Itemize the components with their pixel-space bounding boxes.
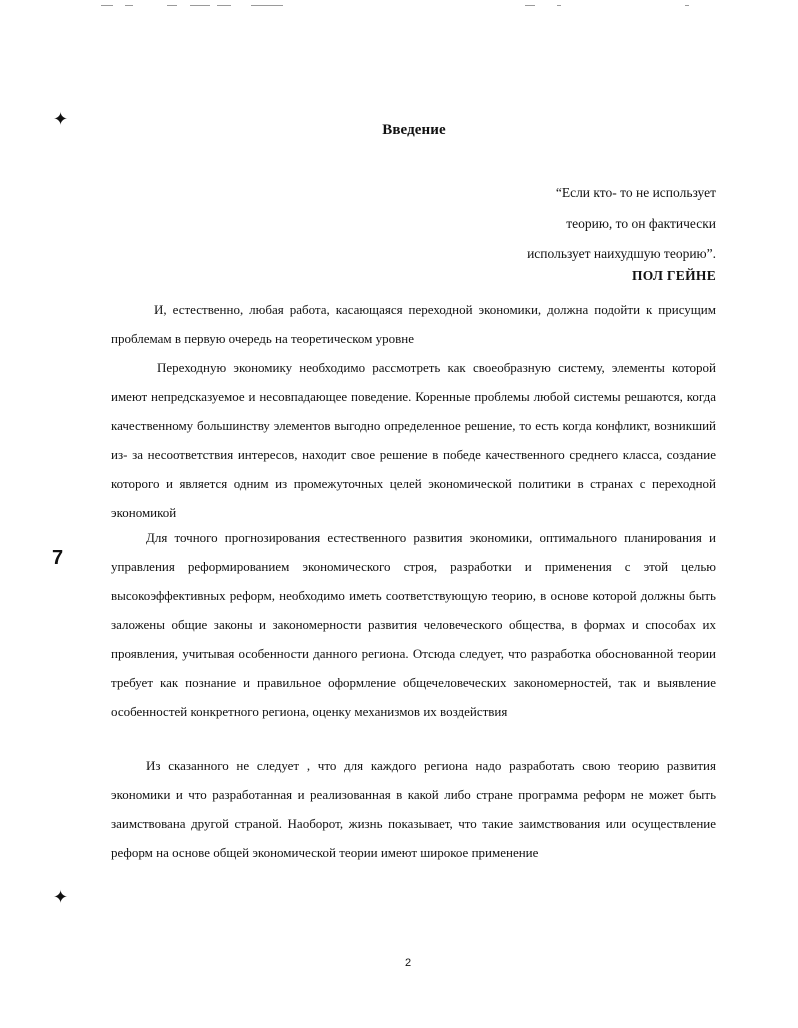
paragraph: Переходную экономику необходимо рассмотреть как своеобразную систему, элементы которой имеют непредсказуемое и несовпадающее поведение. Коренные проблемы любой системы решаются, когда качественному большинству элементов выгодно определенное решение, то есть когда конфликт, возникший из- за несоответствия интересов, находит свое решение в победе качественного среднего класса, создание которого и является одним из промежуточных целей экономической политики в странах с переходной экономикой: [111, 360, 716, 520]
page-title: Введение: [382, 122, 446, 138]
margin-star-mark-icon: ✦: [53, 887, 69, 908]
margin-seven-mark-icon: 7: [52, 547, 64, 569]
paragraph: Из сказанного не следует , что для каждого региона надо разработать свою теорию развития экономики и что разработанная и реализованная в какой либо стране программа реформ не может быть заимствована другой страной. Наоборот, жизнь показывает, что такие заимствования или осуществление реформ на основе общей экономической теории имеют широкое применение: [111, 758, 716, 860]
epigraph-line: теорию, то он фактически: [566, 215, 716, 231]
margin-star-mark-icon: ✦: [53, 109, 69, 130]
epigraph-line: использует наихудшую теорию”.: [527, 246, 716, 261]
paragraph: И, естественно, любая работа, касающаяся переходной экономики, должна подойти к присущим проблемам в первую очередь на теоретическом уровне: [111, 302, 716, 346]
scan-header-artifact: [95, 2, 715, 10]
epigraph: [527, 178, 716, 270]
page-number: 2: [405, 957, 412, 969]
epigraph-author: ПОЛ ГЕЙНЕ: [631, 268, 716, 283]
epigraph-line: “Если кто- то не использует: [555, 185, 716, 200]
paragraph: Для точного прогнозирования естественного развития экономики, оптимального планирования и управления реформированием экономического строя, разработки и применения с этой целью высокоэффективных реформ, необходимо иметь соответствующую теорию, в основе которой должны быть заложены общие законы и закономерности развития человеческого общества, в формах и способах их проявления, учитывая особенности данного региона. Отсюда следует, что разработка обоснованной теории требует как познание и правильное оформление общечеловеческих закономерностей, так и выявление особенностей конкретного региона, оценку механизмов их воздействия: [111, 530, 716, 719]
